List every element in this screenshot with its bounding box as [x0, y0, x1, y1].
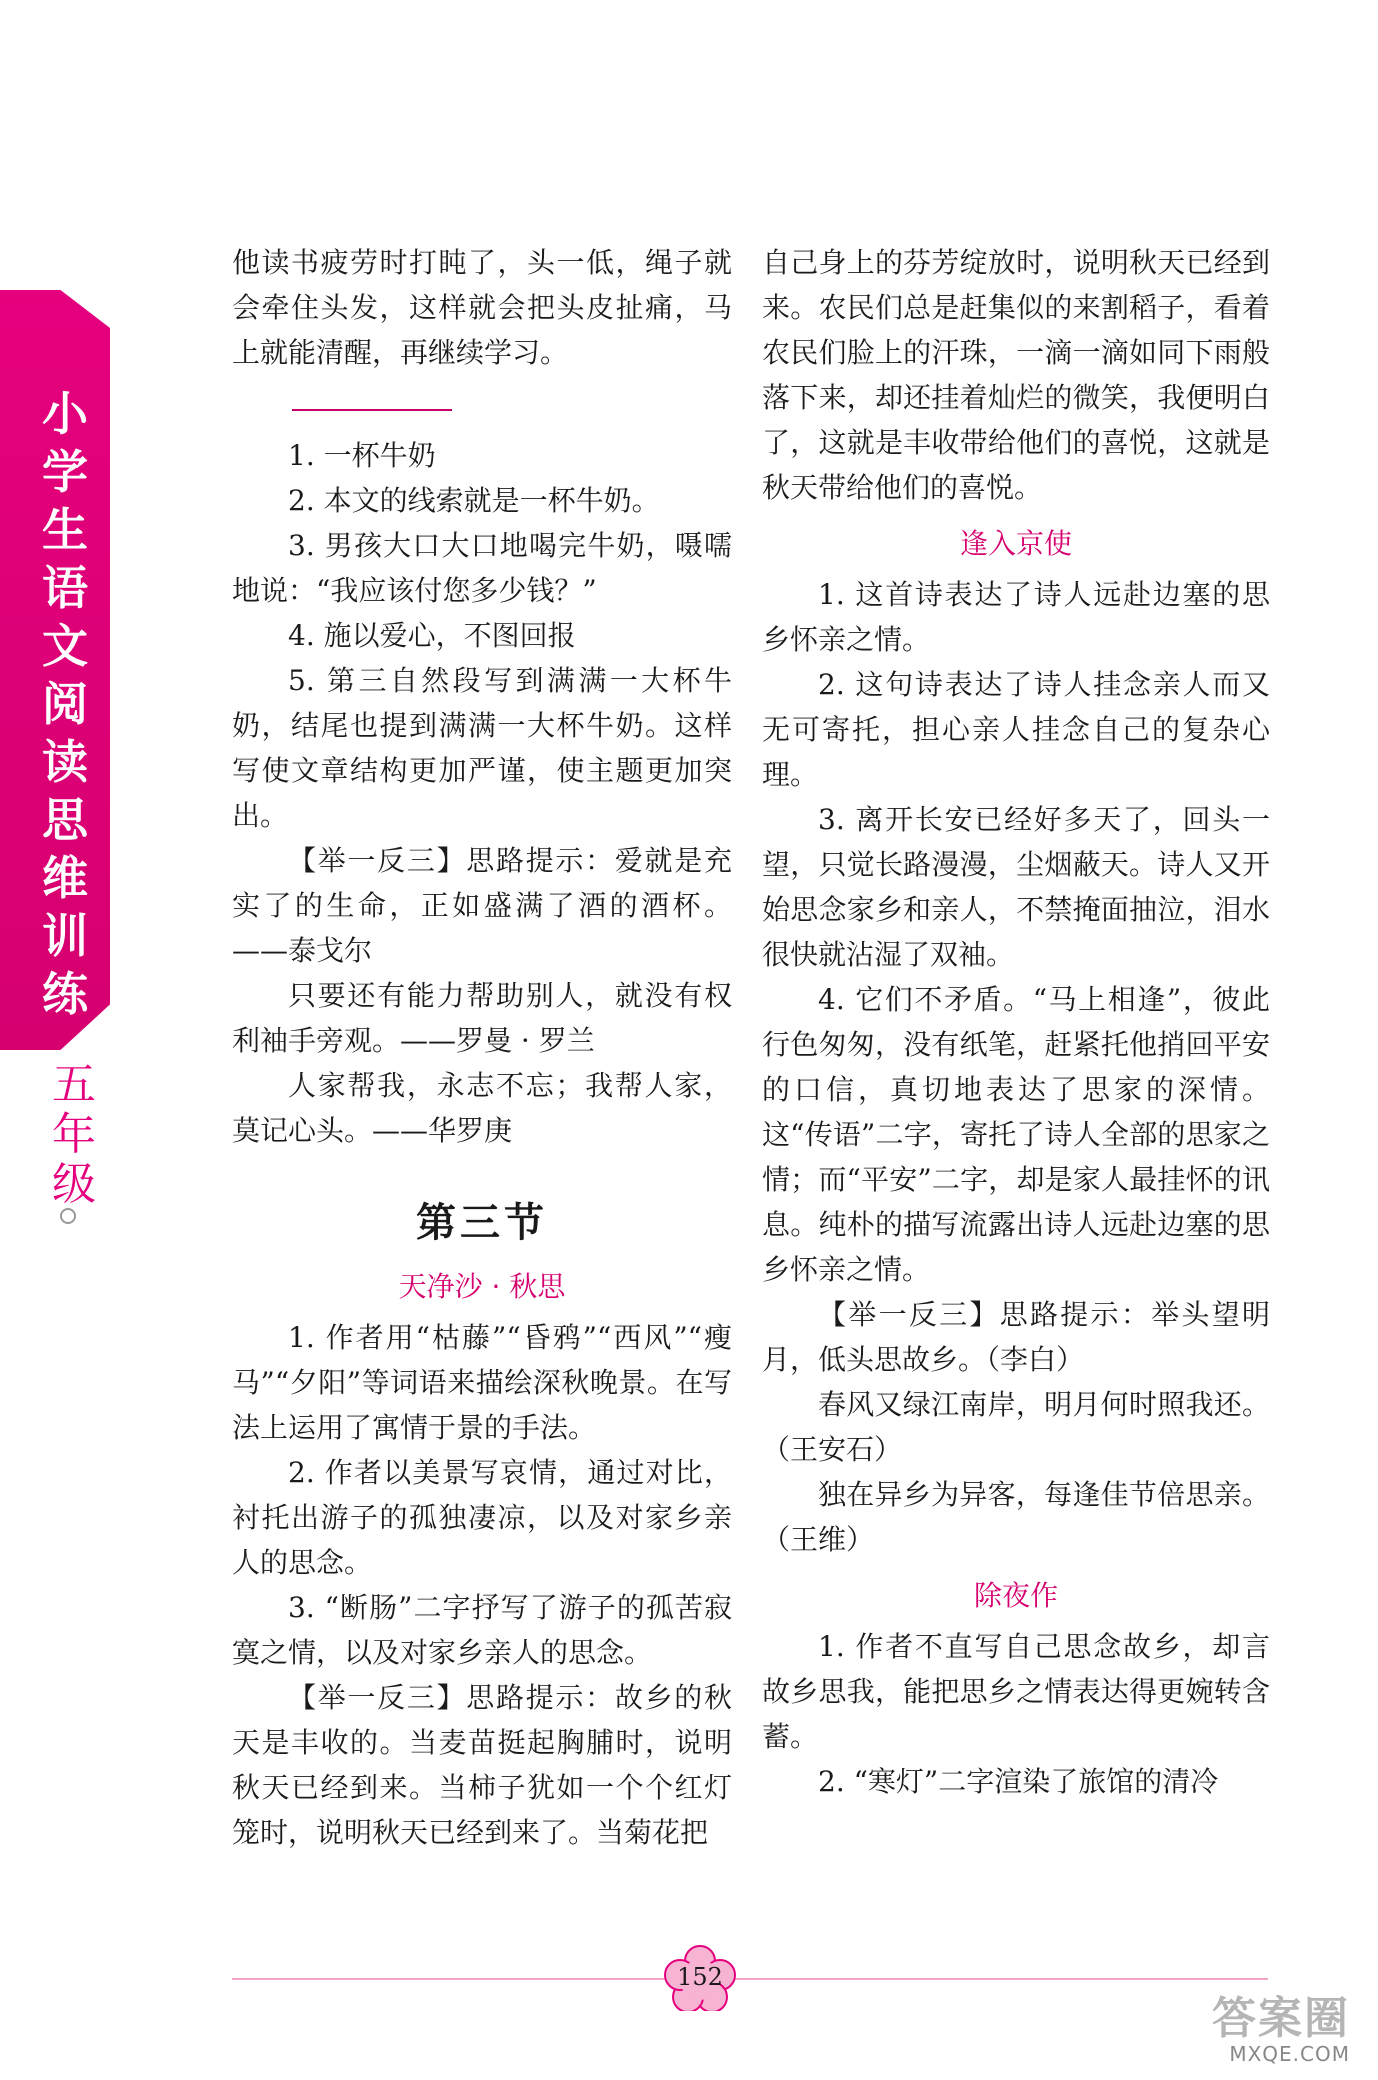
answer-item: 2. 这句诗表达了诗人挂念亲人而又无可寄托，担心亲人挂念自己的复杂心理。 — [762, 668, 1270, 791]
series-title-char: 维 — [42, 851, 88, 905]
grade-char: 级 — [52, 1159, 96, 1210]
series-title-char: 训 — [42, 909, 88, 963]
answer-item: 独在异乡为异客，每逢佳节倍思亲。（王维） — [762, 1478, 1270, 1556]
answer-item: 1. 一杯牛奶 — [288, 439, 436, 472]
series-title-char: 语 — [42, 561, 88, 615]
answer-item: 3. 男孩大口大口地喝完牛奶，嗫嚅地说：“我应该付您多少钱？” — [232, 529, 732, 607]
grade-char: 年 — [52, 1109, 96, 1160]
answer-item: 4. 施以爱心，不图回报 — [288, 619, 576, 652]
series-title-char: 生 — [42, 503, 88, 557]
right-column — [762, 240, 1270, 1804]
grade-label — [44, 1060, 104, 1210]
answer-item: 春风又绿江南岸，明月何时照我还。（王安石） — [762, 1388, 1270, 1466]
series-title-char: 小 — [42, 387, 88, 441]
answer-item: 3. 离开长安已经好多天了，回头一望，只觉长路漫漫，尘烟蔽天。诗人又开始思念家乡和亲人，不禁掩面抽泣，泪水很快就沾湿了双袖。 — [762, 803, 1270, 971]
decorative-dot-icon — [60, 1208, 76, 1224]
intro-paragraph: 他读书疲劳时打盹了，头一低，绳子就会牵住头发，这样就会把头皮扯痛，马上就能清醒，再继续学习。 — [232, 246, 732, 369]
series-title-char: 学 — [42, 445, 88, 499]
answer-item: 2. “寒灯”二字渲染了旅馆的清冷 — [818, 1765, 1219, 1798]
poem-title: 除夜作 — [973, 1579, 1058, 1612]
series-title-char: 读 — [42, 735, 88, 789]
answer-item: 人家帮我，永志不忘；我帮人家，莫记心头。——华罗庚 — [232, 1069, 732, 1147]
answer-item: 4. 它们不矛盾。“马上相逢”，彼此行色匆匆，没有纸笔，赶紧托他捎回平安的口信，真切地表达了思家的深情。这“传语”二字，寄托了诗人全部的思家之情；而“平安”二字，却是家人最挂怀的讯息。纯朴的描写流露出诗人远赴边塞的思乡怀亲之情。 — [762, 983, 1270, 1286]
answer-item: 2. 作者以美景写哀情，通过对比，衬托出游子的孤独凄凉，以及对家乡亲人的思念。 — [232, 1456, 732, 1579]
page-number-badge — [660, 1945, 740, 2011]
poem-title: 逢入京使 — [959, 527, 1072, 560]
series-title — [30, 385, 100, 1023]
watermark-url: MXQE.COM — [1229, 2042, 1350, 2066]
page-number: 152 — [677, 1963, 723, 1991]
answer-item: 1. 作者用“枯藤”“昏鸦”“西风”“瘦马”“夕阳”等词语来描绘深秋晚景。在写法上运用了寓情于景的手法。 — [232, 1321, 732, 1444]
series-title-char: 文 — [42, 619, 88, 673]
left-column — [232, 240, 732, 1855]
series-title-char: 思 — [42, 793, 88, 847]
answer-item: 【举一反三】思路提示：举头望明月，低头思故乡。（李白） — [762, 1298, 1270, 1376]
poem-title: 天净沙 · 秋思 — [398, 1270, 566, 1303]
answer-item: 【举一反三】思路提示：故乡的秋天是丰收的。当麦苗挺起胸脯时，说明秋天已经到来。当柿子犹如一个个红灯笼时，说明秋天已经到来了。当菊花把 — [232, 1681, 732, 1849]
grade-char: 五 — [52, 1059, 96, 1110]
answer-item: 1. 这首诗表达了诗人远赴边塞的思乡怀亲之情。 — [762, 578, 1270, 656]
continued-paragraph: 自己身上的芬芳绽放时，说明秋天已经到来。农民们总是赶集似的来割稻子，看着农民们脸上的汗珠，一滴一滴如同下雨般落下来，却还挂着灿烂的微笑，我便明白了，这就是丰收带给他们的喜悦，这就是秋天带给他们的喜悦。 — [762, 246, 1270, 504]
section-title: 第三节 — [416, 1200, 548, 1246]
answer-item: 【举一反三】思路提示：爱就是充实了的生命，正如盛满了酒的酒杯。——泰戈尔 — [232, 844, 732, 967]
answer-item: 只要还有能力帮助别人，就没有权利袖手旁观。——罗曼 · 罗兰 — [232, 979, 732, 1057]
footer-divider — [232, 1978, 1268, 1980]
watermark-logo: 答案圈 — [1212, 1993, 1350, 2044]
answer-item: 2. 本文的线索就是一杯牛奶。 — [288, 484, 660, 517]
answer-item: 1. 作者不直写自己思念故乡，却言故乡思我，能把思乡之情表达得更婉转含蓄。 — [762, 1630, 1270, 1753]
divider — [292, 409, 452, 411]
watermark — [1110, 1995, 1350, 2065]
series-title-char: 阅 — [42, 677, 88, 731]
answer-item: 3. “断肠”二字抒写了游子的孤苦寂寞之情，以及对家乡亲人的思念。 — [232, 1591, 732, 1669]
answer-item: 5. 第三自然段写到满满一大杯牛奶，结尾也提到满满一大杯牛奶。这样写使文章结构更加严谨，使主题更加突出。 — [232, 664, 732, 832]
series-title-char: 练 — [42, 967, 88, 1021]
